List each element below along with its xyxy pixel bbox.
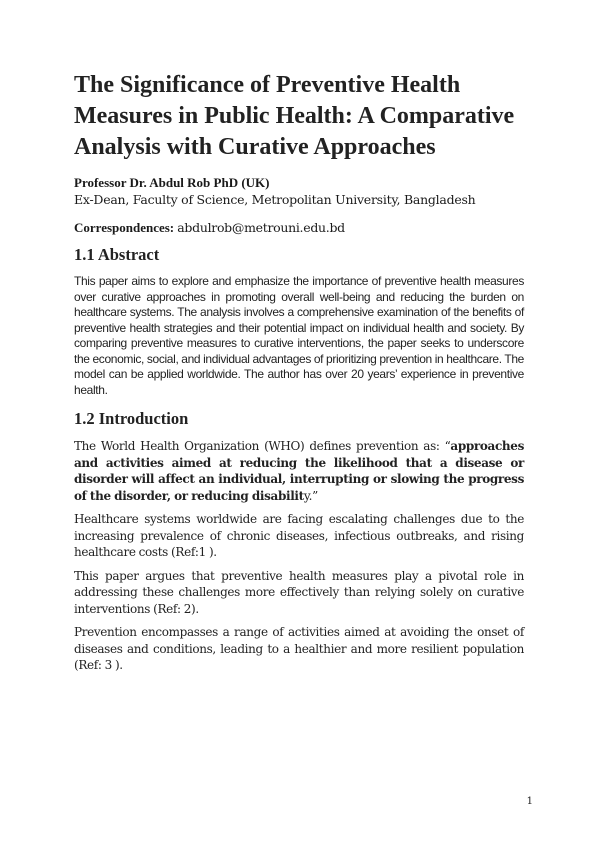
correspondence-email[interactable]: abdulrob@metrouni.edu.bd: [177, 220, 345, 235]
author-name: Professor Dr. Abdul Rob PhD (UK): [74, 175, 270, 190]
who-definition-quote: approaches and activities aimed at reducing the likelihood that a disease or disorder will affect an individual, interrupting or slowing the progress of the disorder, or reducing disabilit: [74, 439, 524, 503]
who-definition-intro: The World Health Organization (WHO) defines prevention as: “: [74, 439, 451, 453]
paper-page: [74, 70, 524, 681]
page-number: 1: [526, 796, 533, 807]
correspondence-label: Correspondences:: [74, 220, 175, 235]
abstract-text: This paper aims to explore and emphasize the importance of preventive health measures over curative approaches in promoting overall well-being and reducing the burden on healthcare systems. The analysis involves a comprehensive examination of the benefits of preventive health strategies and their potential impact on individual health and society. By comparing preventive measures to curative interventions, the paper seeks to underscore the economic, social, and individual advantages of prioritizing prevention in healthcare. The model can be applied worldwide. The author has over 20 years’ experience in preventive health.: [74, 274, 524, 397]
author-affiliation: Ex-Dean, Faculty of Science, Metropolitan University, Bangladesh: [74, 192, 476, 207]
intro-paragraph-argument: This paper argues that preventive health measures play a pivotal role in addressing these challenges more effectively than relying solely on curative interventions (Ref: 2).: [74, 568, 524, 616]
correspondence-line: [74, 219, 524, 237]
who-definition-paragraph: [74, 438, 524, 504]
intro-paragraph-prevention: Prevention encompasses a range of activities aimed at avoiding the onset of diseases and conditions, leading to a healthier and more resilient population (Ref: 3 ).: [74, 625, 524, 672]
introduction-heading: 1.2 Introduction: [74, 409, 189, 428]
intro-paragraph-challenges: Healthcare systems worldwide are facing escalating challenges due to the increasing prevalence of chronic diseases, infectious outbreaks, and rising healthcare costs (Ref:1 ).: [74, 512, 524, 559]
abstract-heading: 1.1 Abstract: [74, 245, 160, 264]
who-definition-quote-end: y.”: [303, 488, 318, 503]
paper-title: The Significance of Preventive Health Measures in Public Health: A Comparative Analysis with Curative Approaches: [74, 72, 515, 160]
